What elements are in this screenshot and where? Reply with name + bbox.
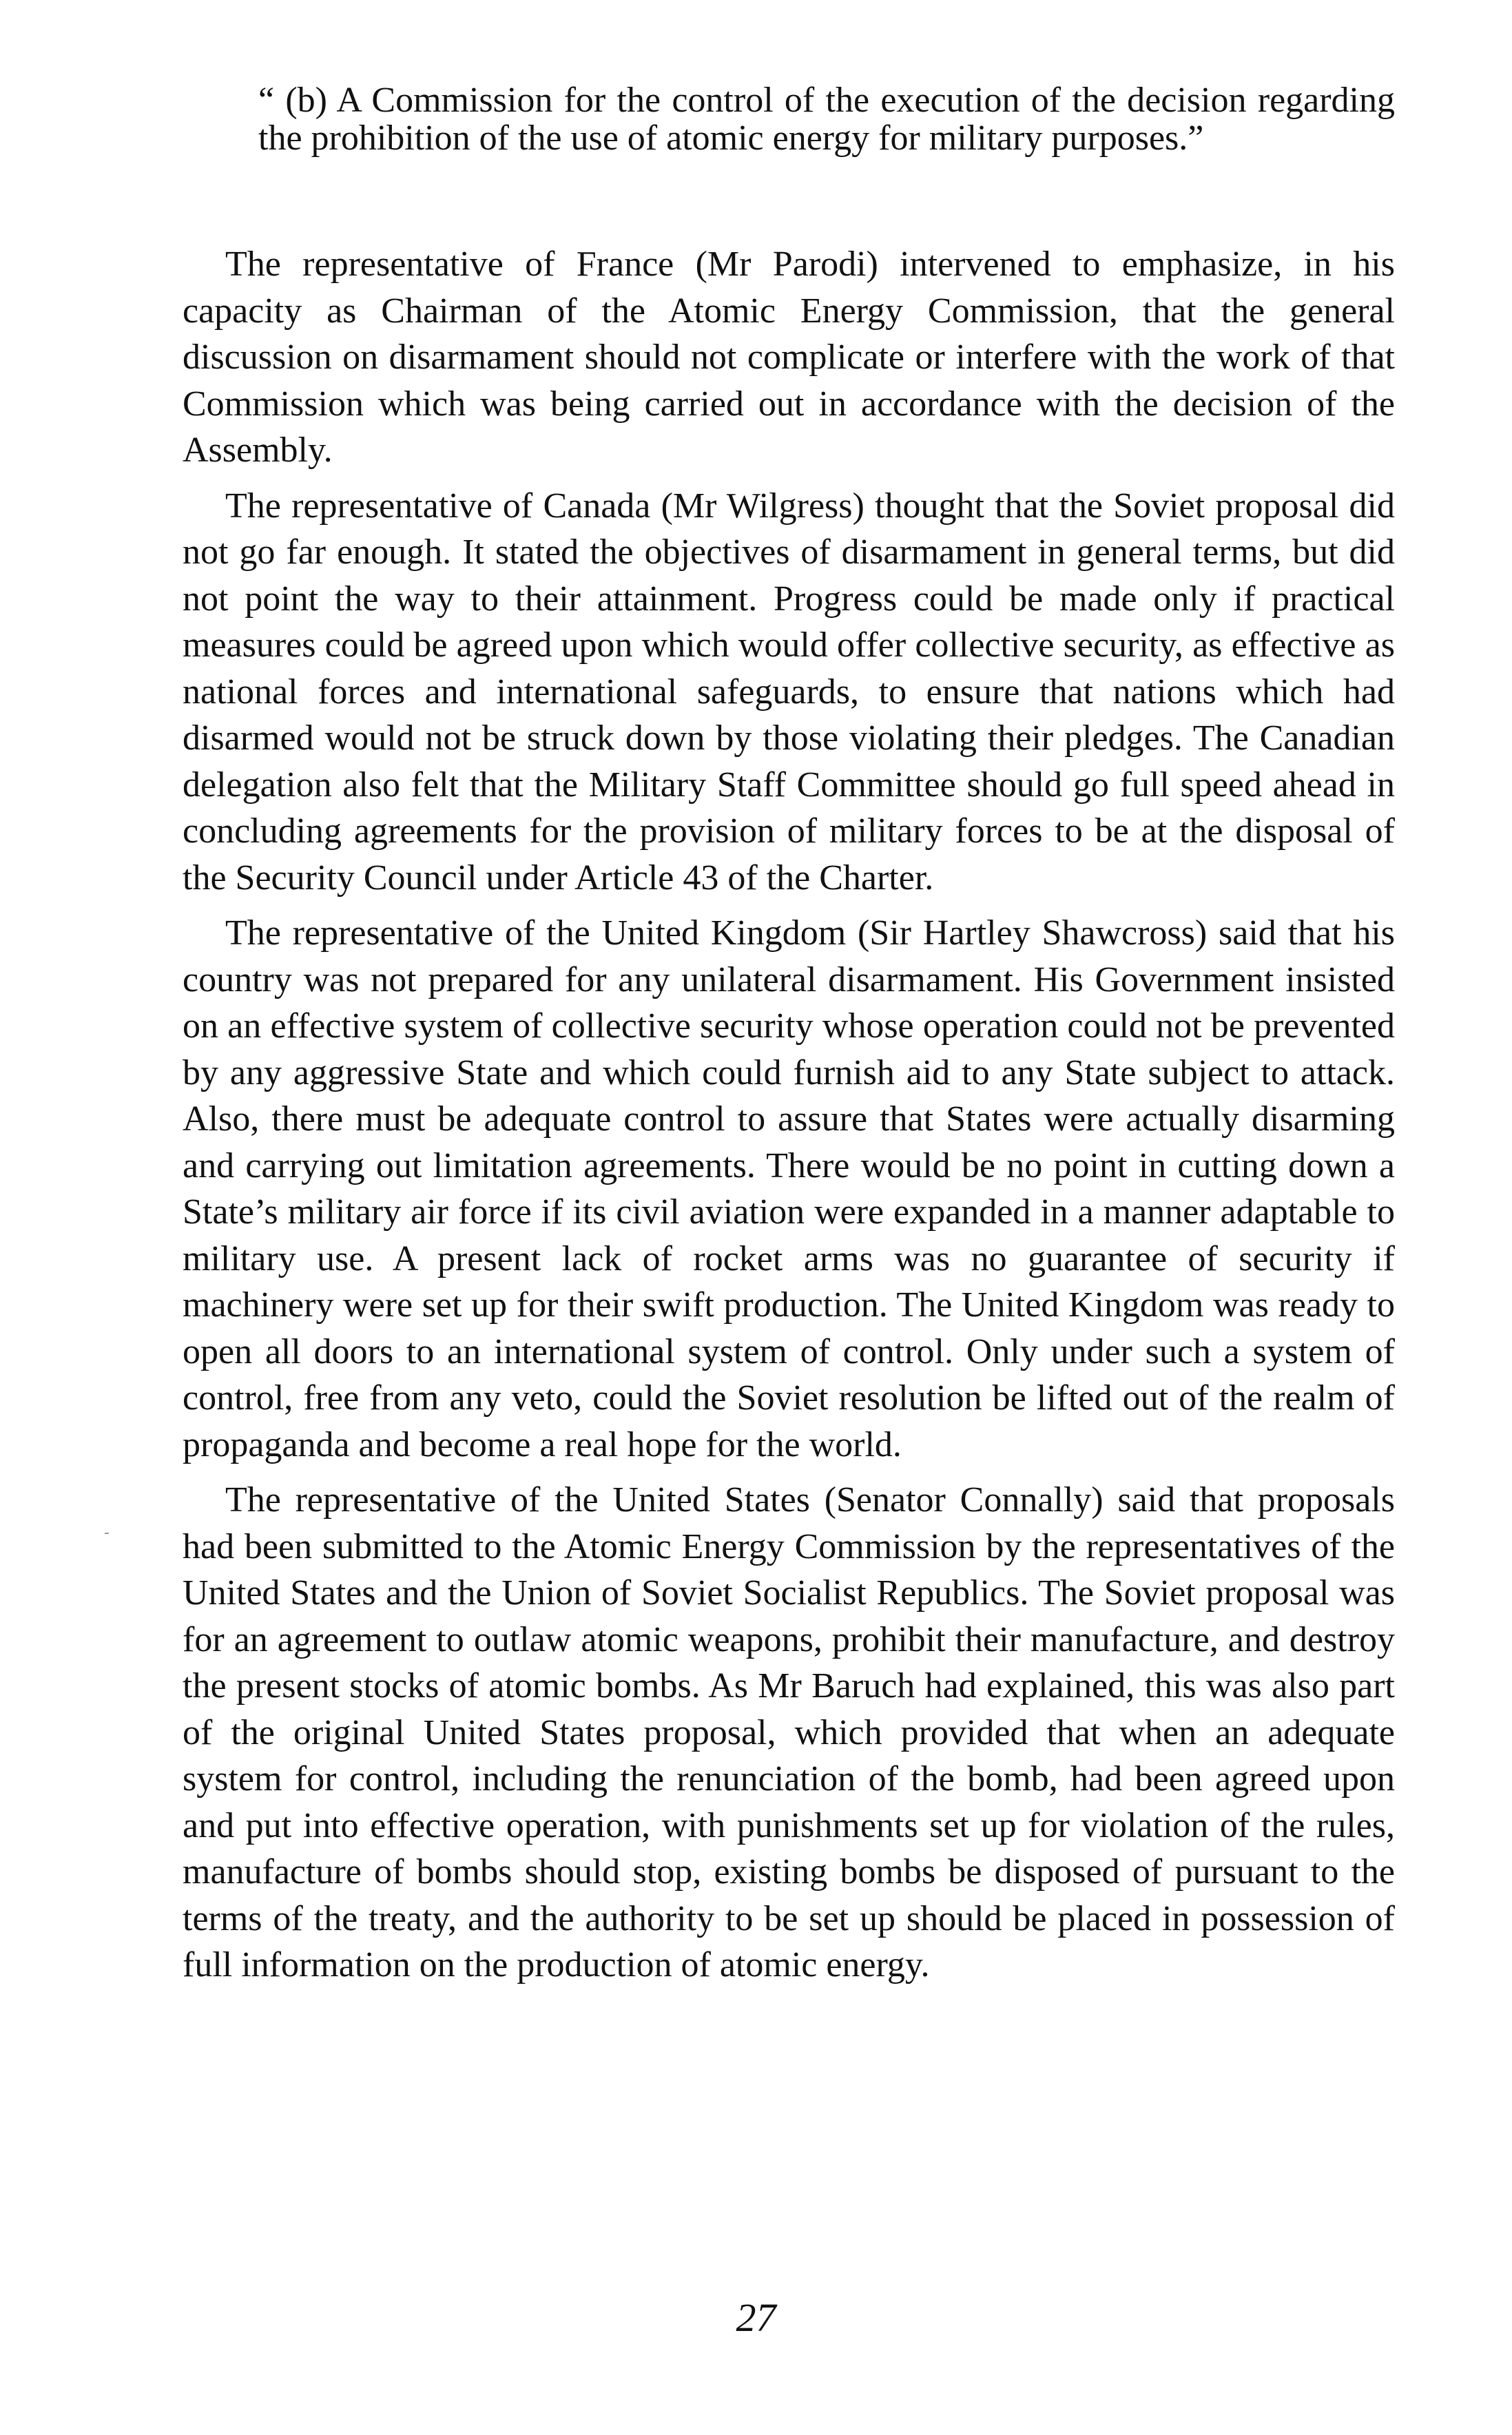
- paragraph-canada: The representative of Canada (Mr Wilgress) thought that the Soviet proposal did not go far enough. It stated the objectives of disarmament in general terms, but did not point the way to their attainment. Progress could be made only if practical measures could be agreed upon which would offer collective security, as effective as national forces and international safeguards, to ensure that nations which had disarmed would not be struck down by those violating their pledges. The Canadian delegation also felt that the Military Staff Committee should go full speed ahead in concluding agreements for the provision of military forces to be at the disposal of the Security Council under Article 43 of the Charter.: [183, 486, 1395, 898]
- paragraph-united-states: The representative of the United States (Senator Connally) said that proposals had been submitted to the Atomic Energy Commission by the representatives of the United States and the Union of Soviet Socialist Republics. The Soviet proposal was for an agreement to outlaw atomic weapons, prohibit their manufacture, and destroy the present stocks of atomic bombs. As Mr Baruch had explained, this was also part of the original United States proposal, which provided that when an adequate system for control, including the renunciation of the bomb, had been agreed upon and put into effective operation, with punishments set up for violation of the rules, manufacture of bombs should stop, existing bombs be disposed of pursuant to the terms of the treaty, and the authority to be set up should be placed in possession of full information on the production of atomic energy.: [183, 1480, 1395, 1985]
- margin-mark: [105, 1533, 109, 1534]
- page-number: 27: [736, 2295, 776, 2340]
- body-text: [183, 241, 1395, 1998]
- paragraph-france: The representative of France (Mr Parodi) intervened to emphasize, in his capacity as Chairman of the Atomic Energy Commission, that the general discussion on disarmament should not complicate or interfere with the work of that Commission which was being carried out in accordance with the decision of the Assembly.: [183, 245, 1395, 470]
- paragraph-united-kingdom: The representative of the United Kingdom (Sir Hartley Shawcross) said that his country was not prepared for any unilateral disarmament. His Government insisted on an effective system of collective security whose operation could not be prevented by any aggressive State and which could furnish aid to any State subject to attack. Also, there must be adequate control to assure that States were actually disarming and carrying out limitation agreements. There would be no point in cutting down a State’s military air force if its civil aviation were expanded in a manner adaptable to military use. A present lack of rocket arms was no guarantee of security if machinery were set up for their swift production. The United Kingdom was ready to open all doors to an international system of control. Only under such a system of control, free from any veto, could the Soviet resolution be lifted out of the realm of propaganda and become a real hope for the world.: [183, 913, 1395, 1464]
- quoted-clause-text: “ (b) A Commission for the control of the execution of the decision regarding the prohibition of the use of atomic energy for military purposes.”: [258, 81, 1395, 158]
- quoted-clause: [258, 81, 1395, 157]
